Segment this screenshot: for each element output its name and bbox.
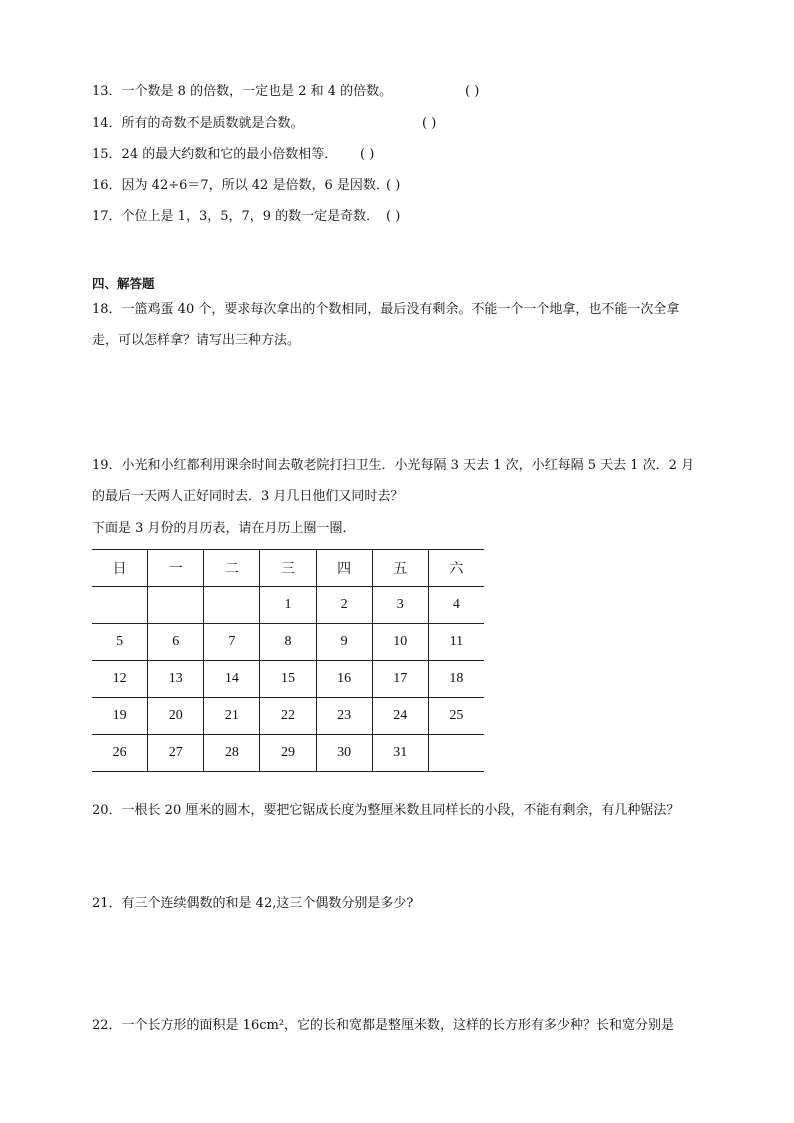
question-16: 16．因为 42÷6＝7，所以 42 是倍数，6 是因数． (92, 178, 389, 193)
calendar-day-cell[interactable]: 10 (372, 624, 428, 661)
answer-paren-15[interactable]: ( ) (360, 147, 375, 162)
answer-paren-16[interactable]: ( ) (386, 178, 401, 193)
weekday-header: 四 (316, 550, 372, 587)
calendar-week-row (92, 661, 484, 698)
calendar-day-cell[interactable]: 4 (428, 587, 484, 624)
weekday-header: 日 (92, 550, 148, 587)
weekday-header: 二 (204, 550, 260, 587)
weekday-header: 六 (428, 550, 484, 587)
question-21: 21．有三个连续偶数的和是 42,这三个偶数分别是多少? (92, 896, 414, 911)
calendar-day-cell[interactable]: 7 (204, 624, 260, 661)
calendar-week-row (92, 624, 484, 661)
calendar-day-cell[interactable]: 15 (260, 661, 316, 698)
calendar-day-cell[interactable]: 11 (428, 624, 484, 661)
calendar-day-cell[interactable]: 16 (316, 661, 372, 698)
calendar-day-cell[interactable]: 2 (316, 587, 372, 624)
question-18: 18．一篮鸡蛋 40 个，要求每次拿出的个数相同，最后没有剩余。不能一个一个地拿，也不能一次全拿走，可以怎样拿？请写出三种方法。 (92, 302, 680, 348)
calendar-day-cell[interactable]: 25 (428, 698, 484, 735)
calendar-day-cell[interactable]: 18 (428, 661, 484, 698)
calendar-day-cell[interactable]: 30 (316, 735, 372, 772)
calendar-day-cell[interactable]: 26 (92, 735, 148, 772)
calendar-day-cell[interactable]: 14 (204, 661, 260, 698)
calendar-day-cell[interactable]: 24 (372, 698, 428, 735)
calendar-day-cell[interactable]: 21 (204, 698, 260, 735)
calendar-day-cell[interactable]: 29 (260, 735, 316, 772)
answer-paren-13[interactable]: ( ) (465, 84, 480, 99)
answer-paren-14[interactable]: ( ) (422, 116, 437, 131)
question-17: 17．个位上是 1，3，5，7，9 的数一定是奇数． (92, 209, 380, 224)
calendar-header-row (92, 550, 484, 587)
question-19: 19．小光和小红都利用课余时间去敬老院打扫卫生．小光每隔 3 天去 1 次，小红每隔 5 天去 1 次．2 月的最后一天两人正好同时去．3 月几日他们又同时去？ (92, 458, 695, 504)
calendar-day-cell[interactable]: 17 (372, 661, 428, 698)
weekday-header: 一 (148, 550, 204, 587)
question-15: 15．24 的最大约数和它的最小倍数相等． (92, 147, 338, 162)
calendar-day-cell[interactable]: 13 (148, 661, 204, 698)
section-title-answer-questions: 四、解答题 (92, 276, 155, 291)
calendar-day-cell[interactable]: 19 (92, 698, 148, 735)
march-calendar (92, 549, 484, 772)
weekday-header: 三 (260, 550, 316, 587)
question-22: 22．一个长方形的面积是 16cm²，它的长和宽都是整厘米数，这样的长方形有多少种？长和宽分别是 (92, 1018, 675, 1033)
calendar-week-row (92, 587, 484, 624)
calendar-day-cell[interactable]: 28 (204, 735, 260, 772)
question-14: 14．所有的奇数不是质数就是合数。 (92, 116, 304, 131)
calendar-day-cell[interactable]: 1 (260, 587, 316, 624)
calendar-day-cell[interactable] (428, 735, 484, 772)
calendar-day-cell[interactable]: 5 (92, 624, 148, 661)
question-13: 13．一个数是 8 的倍数，一定也是 2 和 4 的倍数。 (92, 84, 393, 99)
calendar-day-cell[interactable]: 6 (148, 624, 204, 661)
calendar-instruction: 下面是 3 月份的月历表，请在月历上圈一圈． (92, 521, 356, 536)
calendar-day-cell[interactable] (92, 587, 148, 624)
answer-paren-17[interactable]: ( ) (386, 209, 401, 224)
calendar-day-cell[interactable]: 8 (260, 624, 316, 661)
calendar-week-row (92, 698, 484, 735)
calendar-week-row (92, 735, 484, 772)
calendar-day-cell[interactable] (204, 587, 260, 624)
calendar-day-cell[interactable]: 22 (260, 698, 316, 735)
question-20: 20．一根长 20 厘米的圆木，要把它锯成长度为整厘米数且同样长的小段，不能有剩余，有几种锯法？ (92, 803, 680, 818)
calendar-day-cell[interactable]: 27 (148, 735, 204, 772)
calendar-day-cell[interactable]: 3 (372, 587, 428, 624)
calendar-day-cell[interactable]: 23 (316, 698, 372, 735)
weekday-header: 五 (372, 550, 428, 587)
calendar-day-cell[interactable] (148, 587, 204, 624)
calendar-day-cell[interactable]: 31 (372, 735, 428, 772)
calendar-day-cell[interactable]: 9 (316, 624, 372, 661)
calendar-day-cell[interactable]: 12 (92, 661, 148, 698)
calendar-day-cell[interactable]: 20 (148, 698, 204, 735)
